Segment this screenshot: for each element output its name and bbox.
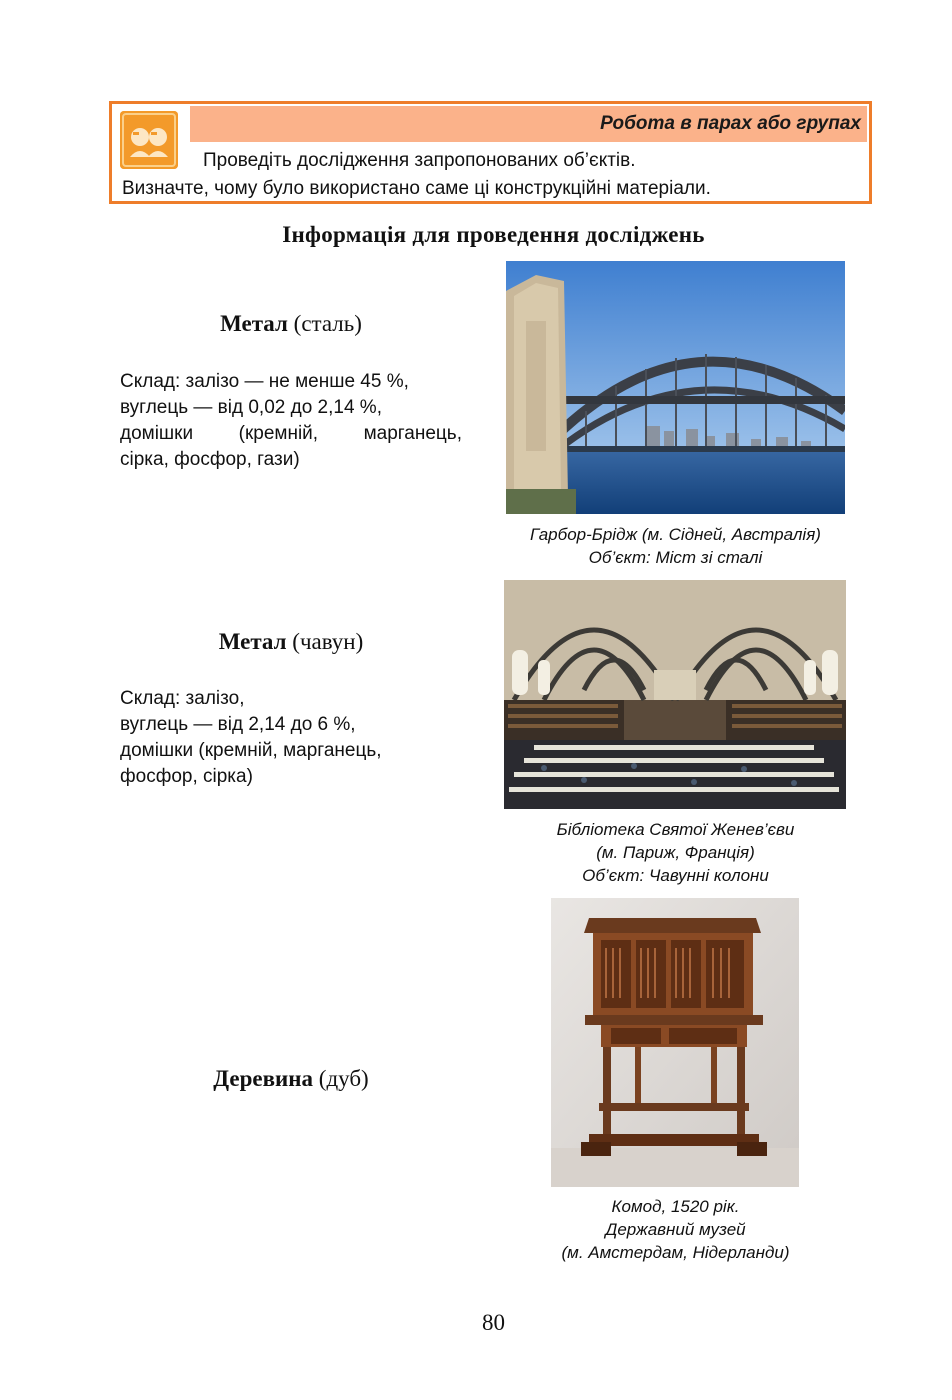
pair-work-icon xyxy=(120,111,178,169)
task-instruction-2: Визначте, чому було використано саме ці конструкційні матеріали. xyxy=(122,178,711,199)
caption-line: (м. Амстердам, Нідерланди) xyxy=(561,1243,790,1262)
caption-line: Державний музей xyxy=(605,1220,746,1239)
composition-line: фосфор, сірка) xyxy=(120,766,253,787)
caption-line: Об’єкт: Чавунні колони xyxy=(582,866,769,885)
task-header: Робота в парах або групах xyxy=(600,113,861,134)
library-photo xyxy=(504,580,846,809)
material-type: (сталь) xyxy=(287,311,362,336)
caption-line: Комод, 1520 рік. xyxy=(611,1197,740,1216)
composition-line: вуглець — від 2,14 до 6 %, xyxy=(120,714,356,735)
composition-word: домішки xyxy=(120,423,194,444)
caption-line: Бібліотека Святої Женев’єви xyxy=(556,820,795,839)
caption-line: (м. Париж, Франція) xyxy=(596,843,755,862)
page-number: 80 xyxy=(482,1310,505,1335)
material-name: Деревина xyxy=(213,1066,314,1091)
material-title-cast-iron xyxy=(120,629,462,655)
composition-line: Склад: залізо, xyxy=(120,688,245,709)
library-caption xyxy=(496,818,855,887)
harbour-bridge-photo xyxy=(506,261,845,514)
caption-line: Гарбор-Брідж (м. Сідней, Австралія) xyxy=(530,525,821,544)
composition-line: вуглець — від 0,02 до 2,14 %, xyxy=(120,397,382,418)
material-name: Метал xyxy=(220,311,288,336)
pair-work-task-box xyxy=(109,101,872,204)
composition-word: (кремній, xyxy=(238,423,319,444)
material-title-steel xyxy=(120,311,462,337)
composition-line: сірка, фосфор, гази) xyxy=(120,449,300,470)
task-header-band xyxy=(190,106,867,142)
composition-line: домішки (кремній, марганець, xyxy=(120,740,382,761)
task-instruction-1: Проведіть дослідження запропонованих об’єктів. xyxy=(203,150,636,171)
material-type: (чавун) xyxy=(286,629,364,654)
material-composition-cast-iron xyxy=(120,686,462,790)
section-title: Інформація для проведення досліджень xyxy=(282,222,705,247)
material-composition-steel xyxy=(120,369,462,473)
caption-line: Об’єкт: Міст зі сталі xyxy=(588,548,763,567)
material-type: (дуб) xyxy=(313,1066,369,1091)
composition-line xyxy=(120,421,462,447)
bridge-caption xyxy=(496,523,855,569)
composition-line: Склад: залізо — не менше 45 %, xyxy=(120,371,409,392)
oak-cabinet-photo xyxy=(551,898,799,1187)
material-title-oak xyxy=(120,1066,462,1092)
composition-word: марганець, xyxy=(363,423,462,444)
cabinet-caption xyxy=(496,1195,855,1264)
material-name: Метал xyxy=(218,629,287,654)
